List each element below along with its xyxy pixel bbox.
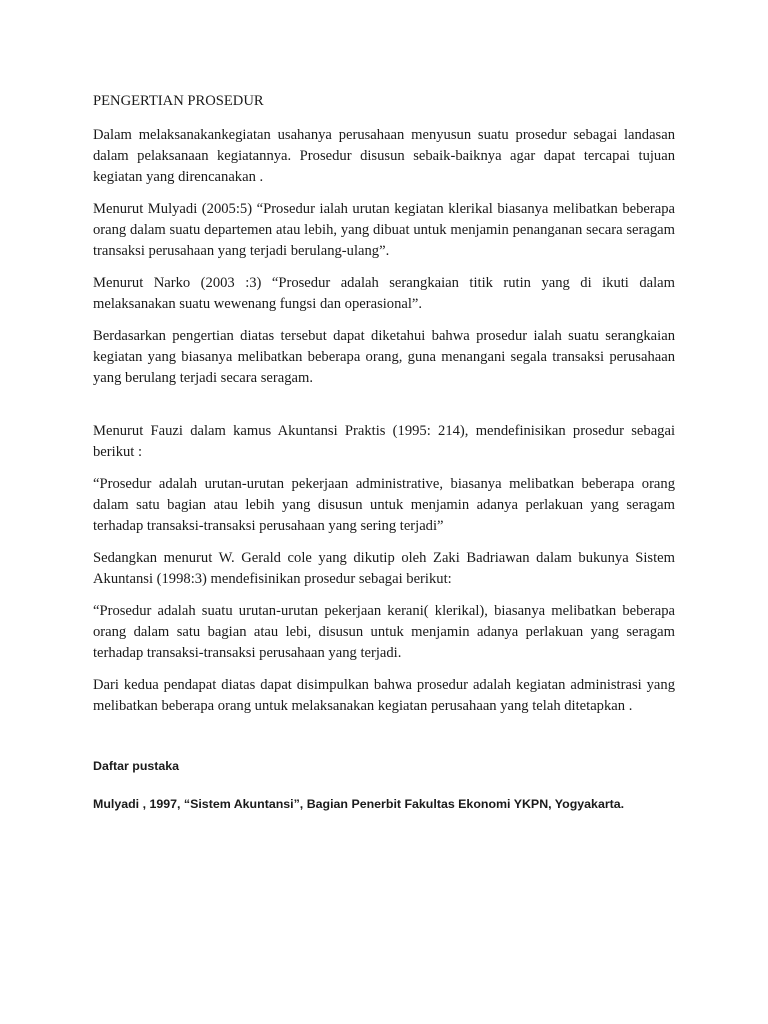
document-title: PENGERTIAN PROSEDUR: [93, 93, 264, 109]
paragraph-fauzi: Menurut Fauzi dalam kamus Akuntansi Praktis (1995: 214), mendefinisikan prosedur sebagai berikut :: [93, 423, 675, 460]
references-heading: Daftar pustaka: [93, 759, 180, 773]
paragraph-summary-1: Berdasarkan pengertian diatas tersebut dapat diketahui bahwa prosedur ialah suatu serangkaian kegiatan yang biasanya melibatkan beberapa orang, guna menangani segala transaksi perusahaan yang berulang terjadi secara seragam.: [93, 328, 675, 386]
quote-fauzi: “Prosedur adalah urutan-urutan pekerjaan administrative, biasanya melibatkan beberapa orang dalam satu bagian atau lebih yang disusun untuk menjamin adanya perlakuan yang seragam terhadap transaksi-transaksi perusahaan yang sering terjadi”: [93, 476, 675, 534]
paragraph-narko: Menurut Narko (2003 :3) “Prosedur adalah serangkaian titik rutin yang di ikuti dalam melaksanakan suatu wewenang fungsi dan operasional”.: [93, 275, 675, 312]
paragraph-intro: Dalam melaksanakankegiatan usahanya perusahaan menyusun suatu prosedur sebagai landasan dalam pelaksanaan kegiatannya. Prosedur disusun sebaik-baiknya agar dapat tercapai tujuan kegiatan yang direncanakan .: [93, 127, 675, 185]
quote-gerald-cole: “Prosedur adalah suatu urutan-urutan pekerjaan kerani( klerikal), biasanya melibatkan beberapa orang dalam satu bagian atau lebi, disusun untuk menjamin adanya perlakuan yang seragam terhadap transaksi-transaksi perusahaan yang terjadi.: [93, 603, 675, 661]
paragraph-gerald-cole: Sedangkan menurut W. Gerald cole yang dikutip oleh Zaki Badriawan dalam bukunya Sistem Akuntansi (1998:3) mendefisinikan prosedur sebagai berikut:: [93, 550, 675, 587]
reference-item: Mulyadi , 1997, “Sistem Akuntansi”, Bagian Penerbit Fakultas Ekonomi YKPN, Yogyakarta.: [93, 797, 625, 811]
document-body: [93, 91, 675, 813]
paragraph-mulyadi: Menurut Mulyadi (2005:5) “Prosedur ialah urutan kegiatan klerikal biasanya melibatkan beberapa orang dalam suatu departemen atau lebih, yang dibuat untuk menjamin penanganan secara seragam transaksi perusahaan yang terjadi berulang-ulang”.: [93, 201, 675, 259]
paragraph-conclusion: Dari kedua pendapat diatas dapat disimpulkan bahwa prosedur adalah kegiatan administrasi yang melibatkan beberapa orang untuk melaksanakan kegiatan perusahaan yang telah ditetapkan .: [93, 677, 675, 714]
